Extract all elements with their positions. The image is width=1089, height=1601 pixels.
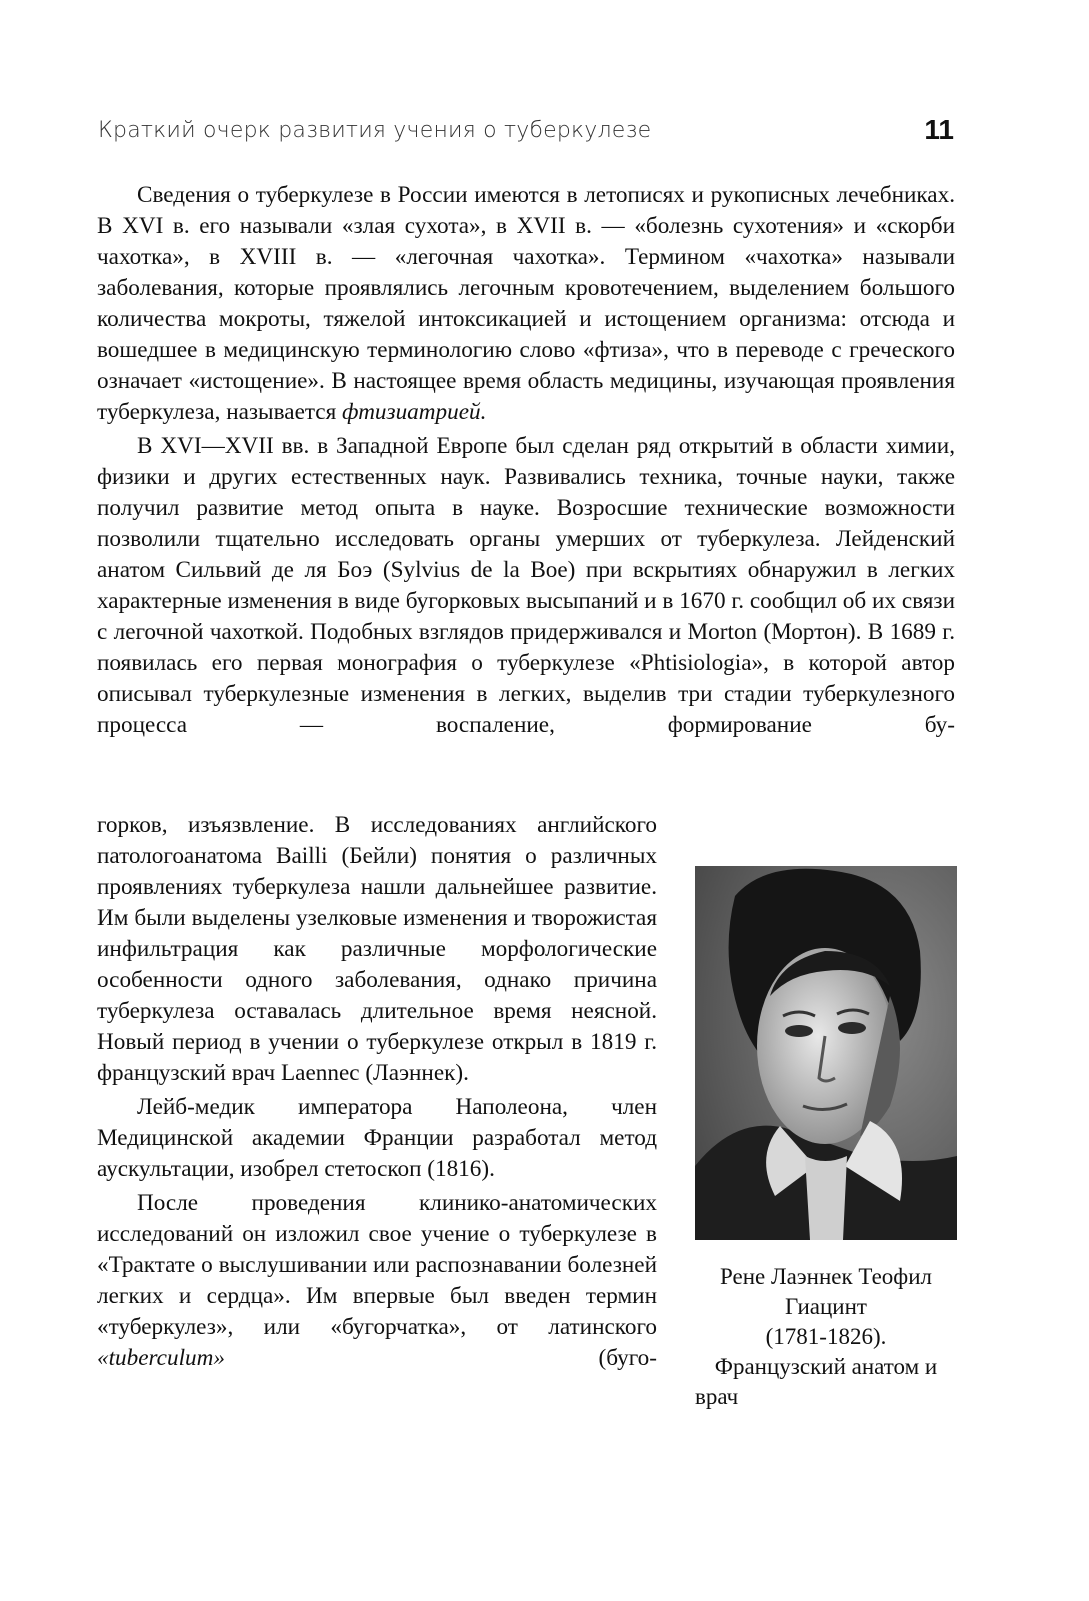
caption-line-name-2: Гиацинт (785, 1294, 867, 1319)
caption-line-profession-2: врач (695, 1384, 739, 1409)
term-phthisiatry: фтизиатрией. (342, 399, 487, 425)
paragraph-tuberculosis-term-text: После проведения клинико-анатомических исследований он изложил свое учение о туберкулезе в «Трактате о выслушивании или распознавании болезней легких и сердца». Им впервые был введен термин «туберкулез», или «бугорчатка», от латинского (97, 1190, 657, 1340)
portrait-laennec (695, 866, 957, 1240)
caption-line-name: Рене Лаэннек Теофил (720, 1264, 932, 1289)
paragraph-tuberculosis-term-tail: (буго- (598, 1345, 657, 1371)
running-title: Краткий очерк развития учения о туберкулезе (98, 118, 652, 143)
column-text (97, 810, 657, 1374)
paragraph-russia-history (97, 180, 955, 428)
paragraph-western-europe: В XVI—XVII вв. в Западной Европе был сделан ряд открытий в области химии, физики и других естественных наук. Развивались техника, точные науки, также получил развитие метод опыта в науке. Возросшие технические возможности позволили тщательно исследовать органы умерших от туберкулеза. Лейденский анатом Сильвий де ля Боэ (Sylvius de la Boe) при вскрытиях обнаружил в легких характерные изменения в виде бугорковых высыпаний и в 1670 г. сообщил об их связи с легочной чахоткой. Подобных взглядов придерживался и Morton (Мортон). В 1689 г. появилась его первая монография о туберкулезе «Phtisiologia», в которой автор описывал туберкулезные изменения в легких, выделив три стадии туберкулезного процесса — воспаление, формирование бу- (97, 433, 955, 738)
caption-line-profession: Французский анатом и (714, 1354, 938, 1379)
paragraph-bailli: горков, изъязвление. В исследованиях английского патологоанатома Bailli (Бейли) понятия о различных проявлениях туберкулеза нашли дальнейшее развитие. Им были выделены узелковые изменения и творожистая инфильтрация как различные морфологические особенности одного заболевания, однако причина туберкулеза оставалась длительное время неясной. Новый период в учении о туберкулезе открыл в 1819 г. французский врач Laennec (Лаэннек). (97, 812, 657, 1086)
portrait-drawing (695, 866, 957, 1240)
paragraph-russia-history-text: Сведения о туберкулезе в России имеются в летописях и рукописных лечебниках. В XVI в. его называли «злая сухота», в XVII в. — «болезнь сухотения» и «скорби чахотка», в XVIII в. — «легочная чахотка». Термином «чахотка» называли заболевания, которые проявлялись легочным кровотечением, выделением большого количества мокроты, тяжелой интоксикацией и истощением организма: отсюда и вошедшее в медицинскую терминологию слово «фтиза», что в переводе с греческого означает «истощение». В настоящее время область медицины, изучающая проявления туберкулеза, называется (97, 182, 955, 425)
portrait-caption (695, 1262, 957, 1412)
caption-line-years: (1781-1826). (765, 1324, 887, 1349)
page-header (98, 114, 954, 154)
paragraph-tuberculosis-term (97, 1188, 657, 1374)
term-tuberculum: «tuberculum» (97, 1345, 225, 1371)
page-number: 11 (924, 114, 954, 145)
full-width-text (97, 180, 955, 741)
paragraph-laennec-physician: Лейб-медик императора Наполеона, член Медицинской академии Франции разработал метод аускультации, изобрел стетоскоп (1816). (97, 1094, 657, 1182)
